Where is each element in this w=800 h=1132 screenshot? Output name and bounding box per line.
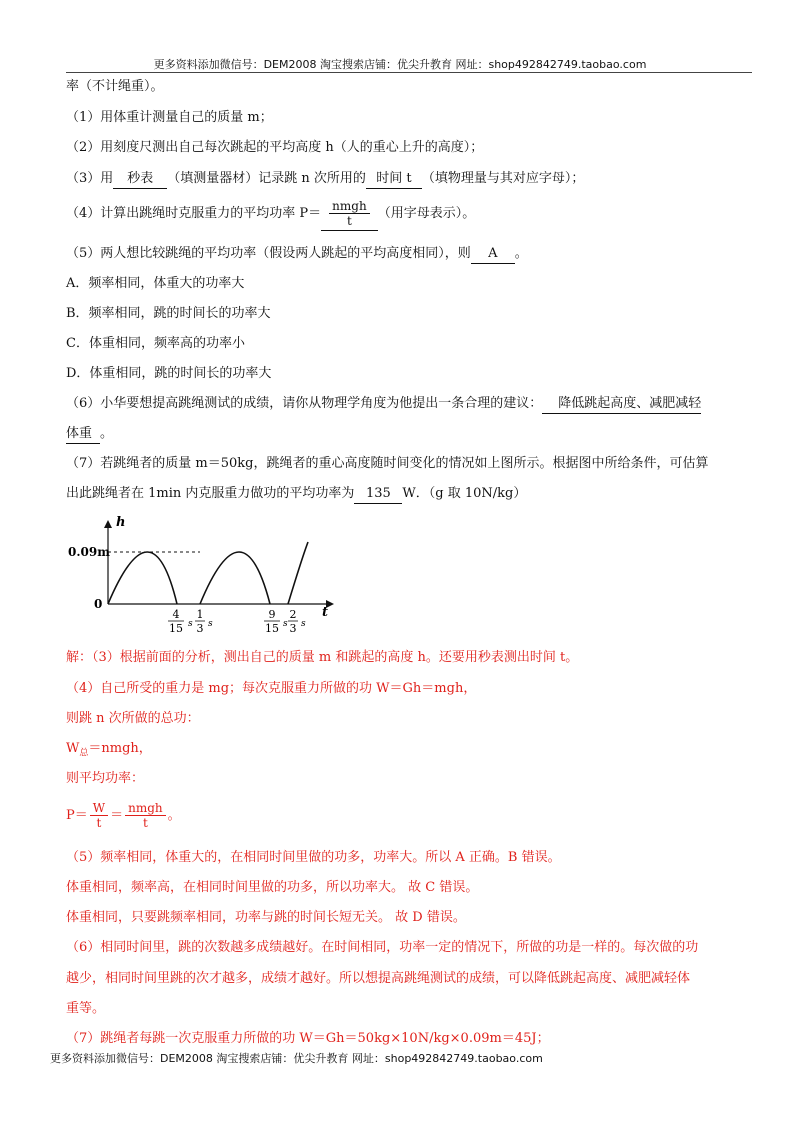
step-4 — [66, 198, 475, 231]
step-5-text: 。 — [514, 246, 528, 261]
step-6-cont — [66, 425, 113, 444]
fraction-numerator: nmgh — [125, 801, 166, 816]
answer-blank-power: 135 — [354, 485, 402, 504]
step-6 — [66, 395, 701, 414]
tick-label — [288, 608, 306, 635]
power-fraction-2 — [125, 801, 166, 830]
answer-blank-suggestion-cont: 体重 — [66, 425, 100, 444]
solution-line: 则平均功率： — [66, 771, 145, 786]
step-6-text: （6）小华要想提高跳绳测试的成绩，请你从物理学角度为他提出一条合理的建议： — [66, 396, 543, 411]
answer-blank-instrument: 秒表 — [113, 170, 167, 189]
solution-line: 越少，相同时间里跳的次才越多，成绩才越好。所以想提高跳绳测试的成绩，可以降低跳起高度、减肥减轻体 — [66, 971, 691, 986]
jump-curve-1 — [108, 552, 177, 604]
height-time-graph — [64, 508, 344, 638]
step-1: （1）用体重计测量自己的质量 m； — [66, 110, 273, 125]
tick-den: 15 — [265, 622, 279, 635]
solution-line: （7）跳绳者每跳一次克服重力所做的功 W＝Gh＝50kg×10N/kg×0.09m＝45J； — [66, 1031, 550, 1046]
tick-num: 2 — [289, 608, 297, 621]
solution-line: （5）频率相同，体重大的，在相同时间里做的功多，功率大。所以 A 正确。B 错误。 — [66, 850, 561, 865]
h-axis-label: h — [116, 515, 126, 530]
option-a: A．频率相同，体重大的功率大 — [66, 276, 245, 291]
option-d: D．体重相同，跳的时间长的功率大 — [66, 366, 272, 381]
step-3 — [66, 170, 584, 189]
page-footer: 更多资料添加微信号：DEM2008 淘宝搜索店铺：优尖升教育 网址：shop492842749.taobao.com — [50, 1052, 543, 1065]
jump-curve-2 — [200, 552, 270, 604]
step-7: （7）若跳绳者的质量 m＝50kg，跳绳者的重心高度随时间变化的情况如上图所示。根据图中所给条件，可估算 — [66, 456, 709, 471]
step-4-text: （用字母表示）。 — [377, 206, 476, 221]
solution-line: 体重相同，只要跳频率相同，功率与跳的时间长短无关。 故 D 错误。 — [66, 910, 466, 925]
tick-unit: s — [283, 619, 288, 629]
fraction-denominator: t — [96, 816, 102, 830]
tick-num: 4 — [172, 608, 180, 621]
answer-blank-suggestion: 降低跳起高度、减肥减轻 — [542, 395, 701, 414]
tick-den: 3 — [196, 622, 204, 635]
step-3-text: （填物理量与其对应字母）； — [421, 171, 585, 186]
solution-line: （4）自己所受的重力是 mg；每次克服重力所做的功 W＝Gh＝mgh， — [66, 681, 477, 696]
step-7-text: 出此跳绳者在 1min 内克服重力做功的平均功率为 — [66, 486, 355, 501]
tick-den: 3 — [289, 622, 297, 635]
step-6-text: 。 — [100, 426, 114, 441]
tick-label — [264, 608, 288, 635]
t-axis-label: t — [322, 605, 329, 620]
answer-blank-quantity: 时间 t — [366, 170, 422, 189]
step-7-text: W．（g 取 10N/kg） — [402, 486, 527, 501]
tick-num: 1 — [196, 608, 204, 621]
step-5-text: （5）两人想比较跳绳的平均功率（假设两人跳起的平均高度相同），则 — [66, 246, 471, 261]
option-b: B．频率相同，跳的时间长的功率大 — [66, 306, 271, 321]
period: 。 — [167, 808, 181, 823]
tick-label — [195, 608, 213, 635]
jump-curve-3 — [288, 542, 308, 604]
text-line: 率（不计绳重）。 — [66, 79, 164, 94]
solution-line: 则跳 n 次所做的总功： — [66, 711, 200, 726]
fraction-numerator: W — [90, 801, 108, 816]
tick-unit: s — [301, 619, 306, 629]
solution-line: 重等。 — [66, 1001, 106, 1016]
fraction-denominator: t — [142, 816, 148, 830]
equals-sign: ＝ — [110, 808, 124, 823]
work-symbol: W — [66, 741, 80, 756]
h-axis-arrow — [104, 520, 112, 528]
max-height-label: 0.09m — [68, 545, 110, 559]
step-5 — [66, 245, 528, 264]
option-c: C．体重相同，频率高的功率小 — [66, 336, 245, 351]
header-divider — [66, 72, 752, 73]
tick-unit: s — [208, 619, 213, 629]
tick-den: 15 — [169, 622, 183, 635]
step-2: （2）用刻度尺测出自己每次跳起的平均高度 h（人的重心上升的高度）； — [66, 140, 484, 155]
step-3-text: （3）用 — [66, 171, 114, 186]
page-header: 更多资料添加微信号：DEM2008 淘宝搜索店铺：优尖升教育 网址：shop492842749.taobao.com — [153, 58, 647, 71]
tick-label — [168, 608, 193, 635]
answer-blank-choice: A — [471, 245, 515, 264]
step-3-text: （填测量器材）记录跳 n 次所用的 — [167, 171, 366, 186]
solution-power-formula — [66, 798, 181, 834]
answer-blank-formula — [321, 198, 378, 231]
origin-label: 0 — [94, 597, 103, 611]
power-fraction — [329, 199, 370, 228]
power-symbol: P＝ — [66, 808, 88, 823]
work-subscript: 总 — [79, 748, 89, 759]
solution-line: 体重相同，频率高，在相同时间里做的功多，所以功率大。 故 C 错误。 — [66, 880, 479, 895]
solution-line: （6）相同时间里，跳的次数越多成绩越好。在时间相同，功率一定的情况下，所做的功是一样的。每次做的功 — [66, 940, 699, 955]
solution-line: 解：（3）根据前面的分析，测出自己的质量 m 和跳起的高度 h。还要用秒表测出时间 t。 — [66, 650, 579, 665]
tick-num: 9 — [268, 608, 276, 621]
fraction-denominator: t — [347, 214, 352, 228]
tick-unit: s — [188, 619, 193, 629]
power-fraction-1 — [90, 801, 108, 830]
step-4-text: （4）计算出跳绳时克服重力的平均功率 P＝ — [66, 206, 322, 221]
work-formula: ＝nmgh， — [88, 741, 152, 756]
solution-total-work — [66, 740, 152, 763]
step-7-cont — [66, 485, 526, 504]
fraction-numerator: nmgh — [329, 199, 370, 214]
